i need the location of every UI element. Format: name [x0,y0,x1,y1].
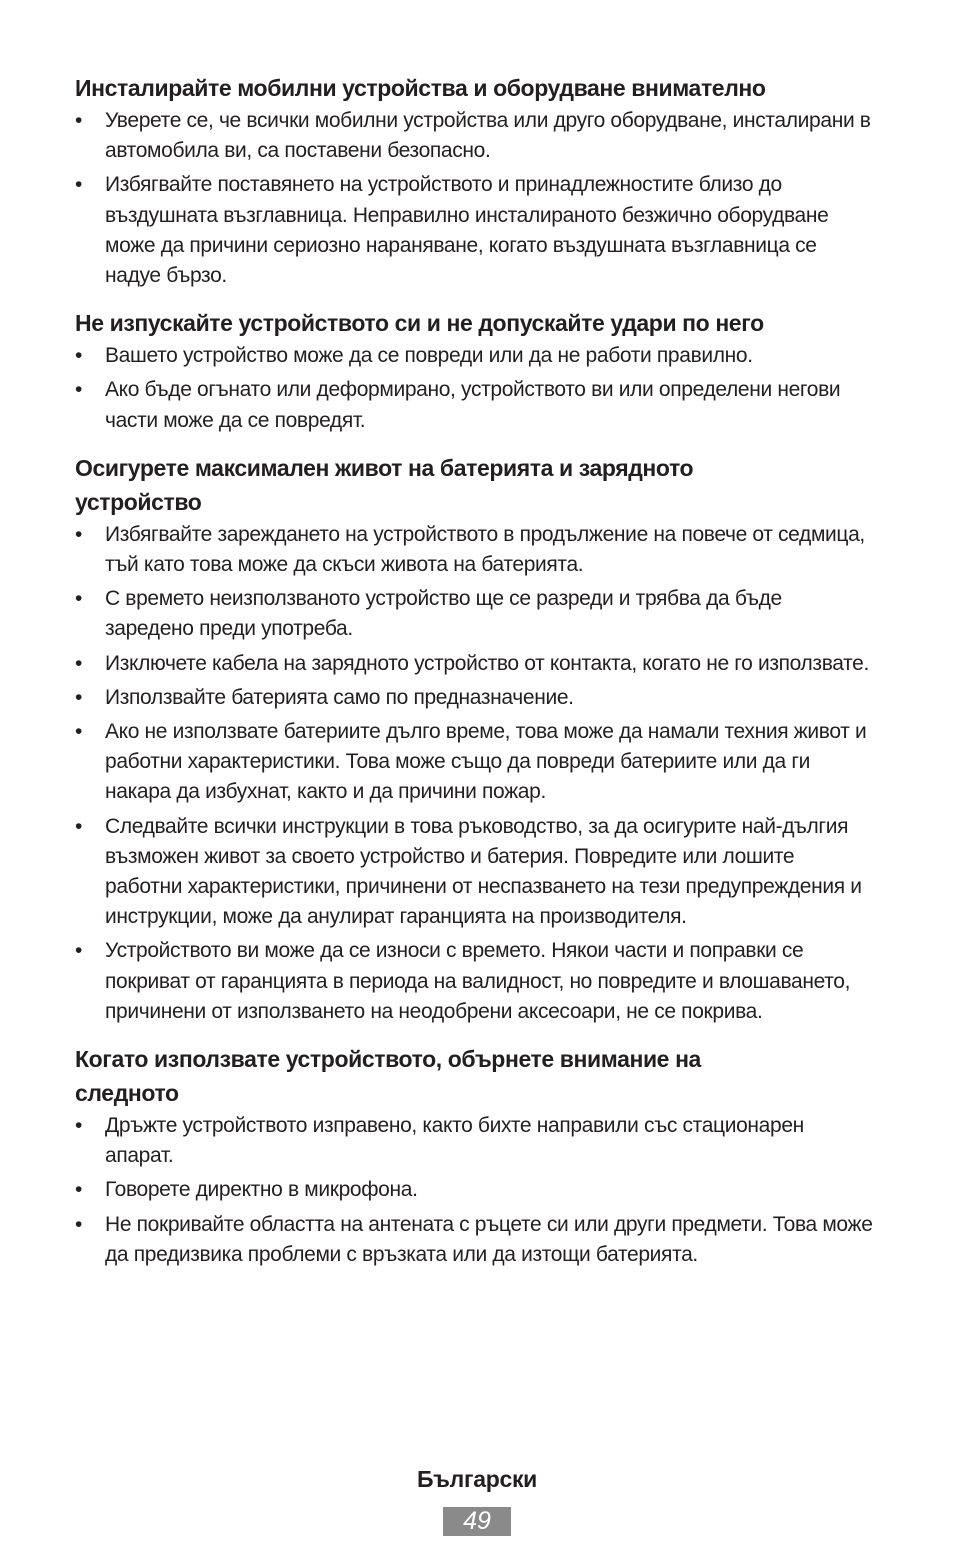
bullet-icon: • [75,344,83,368]
bullet-icon: • [75,939,83,963]
bullet-icon: • [75,1212,83,1236]
section-heading: Когато използвате устройството, обърнете внимание на следното [75,1046,701,1107]
page-number-badge: 49 [443,1507,511,1536]
list-item [75,649,875,679]
bullet-list [75,341,875,436]
bullet-icon: • [75,651,83,675]
bullet-icon: • [75,1178,83,1202]
bullet-icon: • [75,173,83,197]
section-heading: Осигурете максимален живот на батерията и зарядното устройство [75,454,694,515]
list-item-text: Не покривайте областта на антената с ръцете си или други предмети. Това може да предизвика проблеми с връзката или да изтощи батерията. [105,1212,873,1266]
list-item-text: Вашето устройство може да се повреди или да не работи правилно. [105,344,753,368]
list-item [75,683,875,713]
list-item [75,375,875,435]
list-item-text: Изключете кабела на зарядното устройство от контакта, когато не го използвате. [105,651,869,675]
footer-language-label: Български [416,1466,538,1492]
list-item-text: Уверете се, че всички мобилни устройства или друго оборудване, инсталирани в автомобила ви, са поставени безопасно. [105,109,871,163]
list-item [75,1111,875,1171]
list-item [75,812,875,933]
list-item-text: Ако не използвате батериите дълго време, това може да намали техния живот и работни характеристики. Това може също да повреди батериите или да ги накара да избухнат, както и да причини пожар. [105,720,867,804]
list-item [75,1210,875,1270]
list-item-text: Избягвайте поставянето на устройството и принадлежностите близо до въздушната възглавница. Неправилно инсталираното безжично оборудване може да причини сериозно нараняване, когато въздушната възглавница се надуе бързо. [105,173,829,288]
page-content [75,71,875,1285]
bullet-icon: • [75,587,83,611]
list-item [75,106,875,166]
list-item-text: Следвайте всички инструкции в това ръководство, за да осигурите най-дългия възможен живот за своето устройство и батерия. Повредите или лошите работни характеристики, причинени от неспазването на тези предупреждения и инструкции, може да анулират гаранцията на производителя. [105,814,862,929]
list-item-text: Говорете директно в микрофона. [105,1178,418,1202]
bullet-icon: • [75,1114,83,1138]
list-item [75,1175,875,1205]
list-item-text: Избягвайте зареждането на устройството в продължение на повече от седмица, тъй като това може да скъси живота на батерията. [105,522,865,577]
bullet-list [75,520,875,1027]
section-install-devices [75,71,875,291]
bullet-list [75,1111,875,1270]
bullet-icon: • [75,814,83,838]
list-item-text: Използвайте батерията само по предназначение. [105,685,574,709]
section-battery-life [75,451,875,1027]
section-heading: Инсталирайте мобилни устройства и оборудване внимателно [75,75,766,101]
list-item-text: Ако бъде огънато или деформирано, устройството ви или определени негови части може да се повредят. [105,378,841,432]
list-item [75,341,875,371]
bullet-icon: • [75,685,83,709]
list-item [75,584,875,644]
list-item [75,717,875,808]
bullet-icon: • [75,109,83,132]
bullet-icon: • [75,378,83,402]
list-item [75,936,875,1027]
bullet-list [75,106,875,291]
list-item-text: С времето неизползваното устройство ще се разреди и трябва да бъде заредено преди употреба. [105,587,782,641]
section-do-not-drop [75,306,875,436]
section-heading: Не изпускайте устройството си и не допускайте удари по него [75,310,764,337]
bullet-icon: • [75,720,83,744]
bullet-icon: • [75,522,83,546]
list-item [75,170,875,291]
list-item-text: Устройството ви може да се износи с времето. Някои части и поправки се покриват от гаранцията в периода на валидност, но повредите и влошаването, причинени от използването на неодобрени аксесоари, не се покрива. [105,939,851,1023]
section-usage-notes [75,1042,875,1270]
list-item [75,520,875,580]
list-item-text: Дръжте устройството изправено, както бихте направили със стационарен апарат. [105,1114,804,1168]
